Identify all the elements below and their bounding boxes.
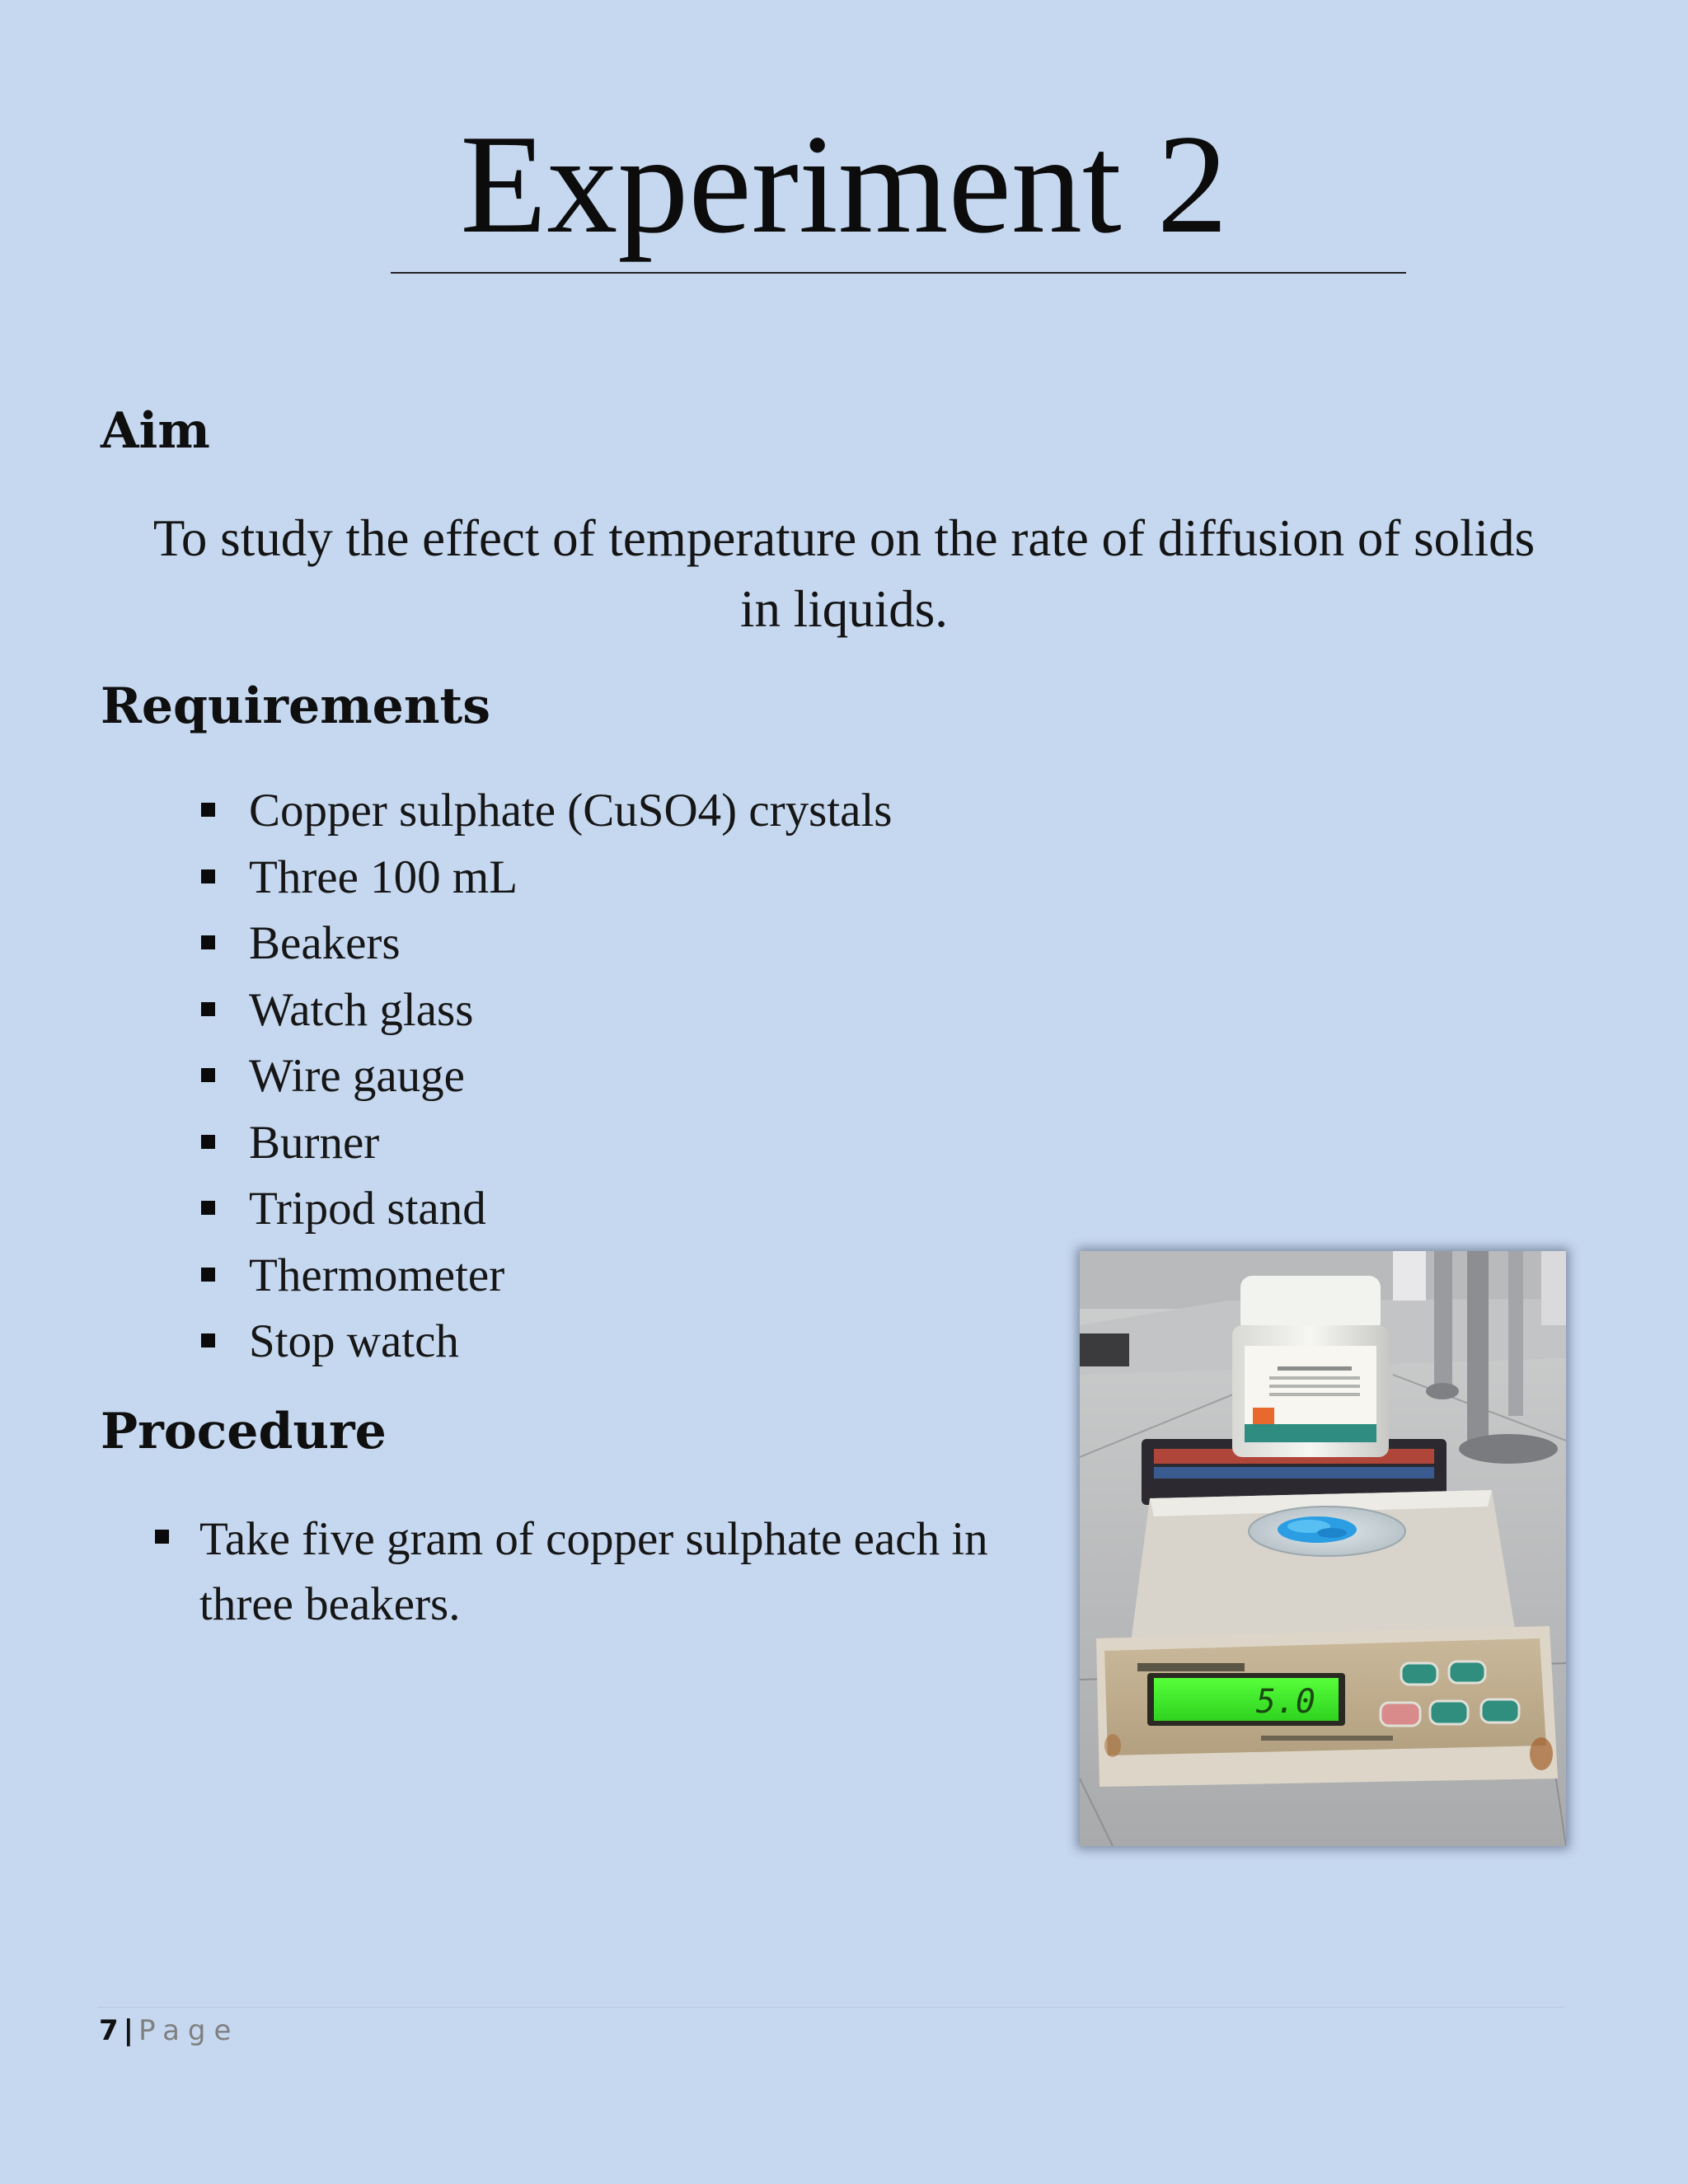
- aim-line-1: To study the effect of temperature on the rate of diffusion of solids: [152, 509, 1536, 567]
- list-item-label: Stop watch: [249, 1315, 459, 1367]
- list-item: [196, 845, 892, 912]
- square-bullet-icon: [155, 1530, 169, 1544]
- requirements-heading: Requirements: [101, 677, 490, 735]
- page-number: 7: [99, 2014, 119, 2047]
- list-item-label: Copper sulphate (CuSO4) crystals: [249, 785, 893, 837]
- square-bullet-icon: [201, 1333, 215, 1347]
- footer-divider: [97, 2007, 1564, 2008]
- procedure-step-text: Take five gram of copper sulphate each in three beakers.: [199, 1513, 988, 1630]
- square-bullet-icon: [201, 1201, 215, 1215]
- list-item: [196, 911, 892, 977]
- scale-display-reading: 5.0: [1255, 1683, 1315, 1721]
- copper-sulphate-weighing-photo: [1080, 1251, 1566, 1846]
- list-item-label: Tripod stand: [249, 1183, 486, 1235]
- list-item: [196, 1043, 892, 1110]
- page-label: Page: [138, 2014, 240, 2047]
- square-bullet-icon: [201, 803, 215, 817]
- list-item: [196, 977, 892, 1044]
- square-bullet-icon: [201, 1068, 215, 1082]
- list-item-label: Watch glass: [249, 983, 474, 1036]
- list-item: [196, 778, 892, 845]
- footer-separator: |: [123, 2014, 134, 2047]
- page-footer: [99, 2011, 239, 2050]
- square-bullet-icon: [201, 1268, 215, 1282]
- square-bullet-icon: [201, 935, 215, 949]
- list-item-label: Three 100 mL: [249, 851, 518, 903]
- aim-text: [99, 503, 1589, 644]
- procedure-heading: Procedure: [101, 1403, 387, 1460]
- requirements-list: [196, 778, 892, 1376]
- square-bullet-icon: [201, 1135, 215, 1149]
- list-item: [196, 1243, 892, 1310]
- list-item-label: Beakers: [249, 917, 401, 969]
- aim-heading: Aim: [101, 402, 210, 460]
- list-item: [196, 1309, 892, 1376]
- list-item: [196, 1110, 892, 1177]
- list-item: [196, 1176, 892, 1243]
- list-item-label: Wire gauge: [249, 1050, 465, 1102]
- title-underline: [391, 272, 1406, 274]
- procedure-step: [148, 1507, 1039, 1637]
- procedure-list: [148, 1507, 1039, 1637]
- square-bullet-icon: [201, 1002, 215, 1016]
- page-title: Experiment 2: [460, 106, 1228, 263]
- list-item-label: Burner: [249, 1116, 380, 1169]
- list-item-label: Thermometer: [249, 1249, 505, 1301]
- aim-line-2: in liquids.: [739, 580, 949, 638]
- square-bullet-icon: [201, 869, 215, 883]
